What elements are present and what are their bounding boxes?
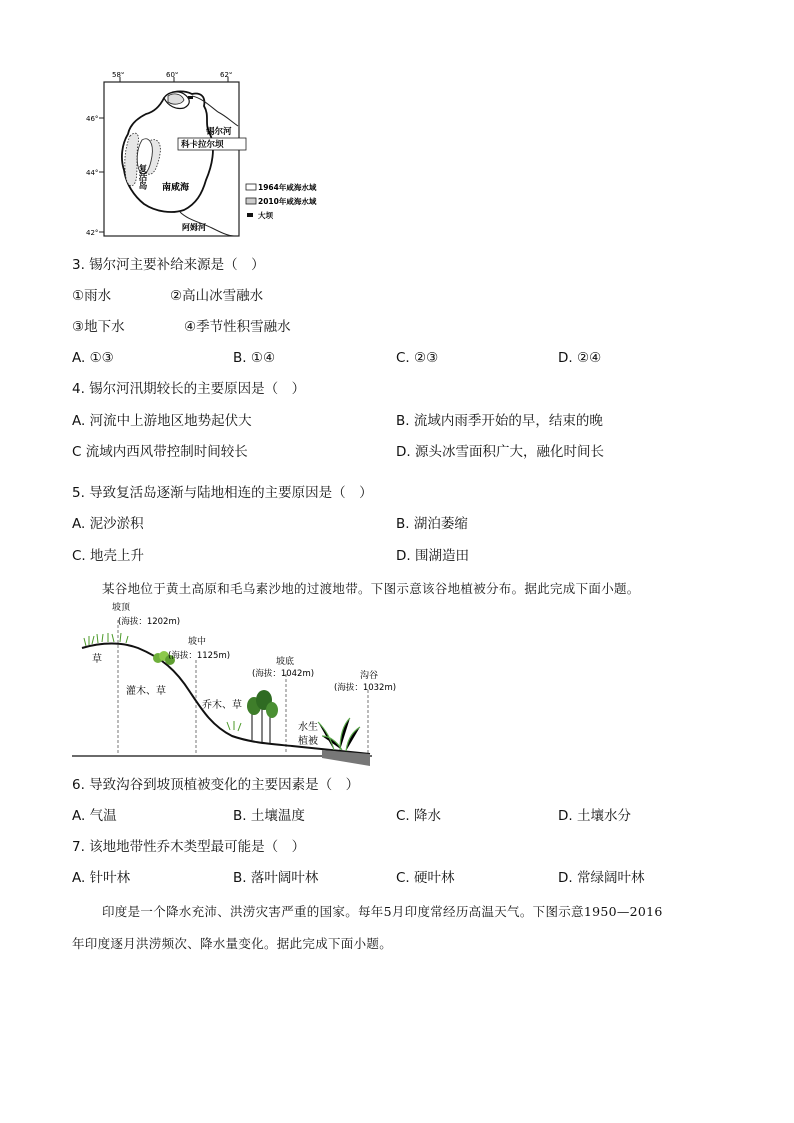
amu-label: 阿姆河 <box>182 223 206 232</box>
legend-dam-label: 大坝 <box>258 211 273 220</box>
q3-option-d[interactable]: D. ②④ <box>558 350 602 366</box>
legend-1964-swatch <box>246 184 256 190</box>
q7-option-a[interactable]: A. 针叶林 <box>72 870 131 886</box>
q7-option-d[interactable]: D. 常绿阔叶林 <box>558 870 645 886</box>
q6-stem: 6. 导致沟谷到坡顶植被变化的主要因素是（ ） <box>72 777 360 793</box>
q4-option-c[interactable]: C 流域内西风带控制时间较长 <box>72 444 248 460</box>
zone-label-grass: 草 <box>92 654 102 665</box>
india-passage-line2: 年印度逐月洪涝频次、降水量变化。据此完成下面小题。 <box>72 936 393 951</box>
aral-sea-map <box>84 72 344 242</box>
point-label-bottom: 坡底 <box>276 657 295 667</box>
zone-label-tree-grass: 乔木、草 <box>202 700 242 711</box>
q4-option-a[interactable]: A. 河流中上游地区地势起伏大 <box>72 413 252 429</box>
q3-statement-3: ③地下水 <box>72 319 125 335</box>
q7-option-c[interactable]: C. 硬叶林 <box>396 870 455 886</box>
point-elev-bottom: (海拔：1042m) <box>252 669 315 679</box>
q6-option-c[interactable]: C. 降水 <box>396 808 442 824</box>
india-passage-line1: 印度是一个降水充沛、洪涝灾害严重的国家。每年5月印度常经历高温天气。下图示意1950—2016 <box>102 904 663 919</box>
lat-label-44: 44° <box>86 169 99 177</box>
q6-option-b[interactable]: B. 土壤温度 <box>233 808 305 824</box>
q3-option-c[interactable]: C. ②③ <box>396 350 439 366</box>
q3-option-b[interactable]: B. ①④ <box>233 350 276 366</box>
q6-option-a[interactable]: A. 气温 <box>72 808 117 824</box>
point-label-top: 坡顶 <box>112 603 131 613</box>
point-label-valley: 沟谷 <box>360 671 379 681</box>
q3-stem: 3. 锡尔河主要补给来源是（ ） <box>72 257 265 273</box>
q6-option-d[interactable]: D. 土壤水分 <box>558 808 631 824</box>
point-elev-mid: (海拔：1125m) <box>168 651 231 661</box>
point-elev-top: (海拔：1202m) <box>118 617 181 627</box>
aquatic-plant-icon <box>318 718 360 751</box>
q3-statement-2: ②高山冰雪融水 <box>170 288 264 304</box>
vegetation-profile <box>72 598 417 770</box>
q3-statement-4: ④季节性积雪融水 <box>184 319 291 335</box>
q3-statement-1: ①雨水 <box>72 288 112 304</box>
valley-passage: 某谷地位于黄土高原和毛乌素沙地的过渡地带。下图示意该谷地植被分布。据此完成下面小题。 <box>102 581 640 596</box>
legend-2010-label: 2010年咸海水域 <box>258 197 317 206</box>
q4-stem: 4. 锡尔河汛期较长的主要原因是（ ） <box>72 381 306 397</box>
legend-1964-label: 1964年咸海水域 <box>258 183 317 192</box>
lon-label-62: 62° <box>220 72 233 79</box>
q5-option-d[interactable]: D. 围湖造田 <box>396 548 469 564</box>
q5-option-c[interactable]: C. 地壳上升 <box>72 548 145 564</box>
island-label: 复活岛 <box>137 164 147 190</box>
tree-icon <box>227 690 278 743</box>
q4-option-b[interactable]: B. 流域内雨季开始的早，结束的晚 <box>396 413 603 429</box>
lat-label-46: 46° <box>86 115 99 123</box>
vegetation-profile-figure <box>72 598 417 770</box>
q4-option-d[interactable]: D. 源头冰雪面积广大，融化时间长 <box>396 444 604 460</box>
q7-stem: 7. 该地地带性乔木类型最可能是（ ） <box>72 839 306 855</box>
aral-sea-map-figure <box>84 72 344 242</box>
legend-dam-swatch <box>247 213 253 217</box>
point-elev-valley: (海拔：1032m) <box>334 683 397 693</box>
q5-stem: 5. 导致复活岛逐渐与陆地相连的主要原因是（ ） <box>72 485 373 501</box>
zone-label-aquatic-1: 水生 <box>298 722 318 733</box>
lat-label-42: 42° <box>86 229 99 237</box>
zone-label-shrub-grass: 灌木、草 <box>126 686 166 697</box>
q3-option-a[interactable]: A. ①③ <box>72 350 114 366</box>
lon-label-58: 58° <box>112 72 125 79</box>
dam-label: 科卡拉尔坝 <box>181 140 224 150</box>
q5-option-b[interactable]: B. 湖泊萎缩 <box>396 516 468 532</box>
q5-option-a[interactable]: A. 泥沙淤积 <box>72 516 144 532</box>
river-label: 锡尔河 <box>206 127 232 137</box>
point-label-mid: 坡中 <box>188 637 207 647</box>
zone-label-aquatic-2: 植被 <box>298 736 318 747</box>
q7-option-b[interactable]: B. 落叶阔叶林 <box>233 870 319 886</box>
dam-marker <box>188 96 193 99</box>
lon-label-60: 60° <box>166 72 179 79</box>
south-lake-label: 南咸海 <box>162 183 190 193</box>
legend-2010-swatch <box>246 198 256 204</box>
